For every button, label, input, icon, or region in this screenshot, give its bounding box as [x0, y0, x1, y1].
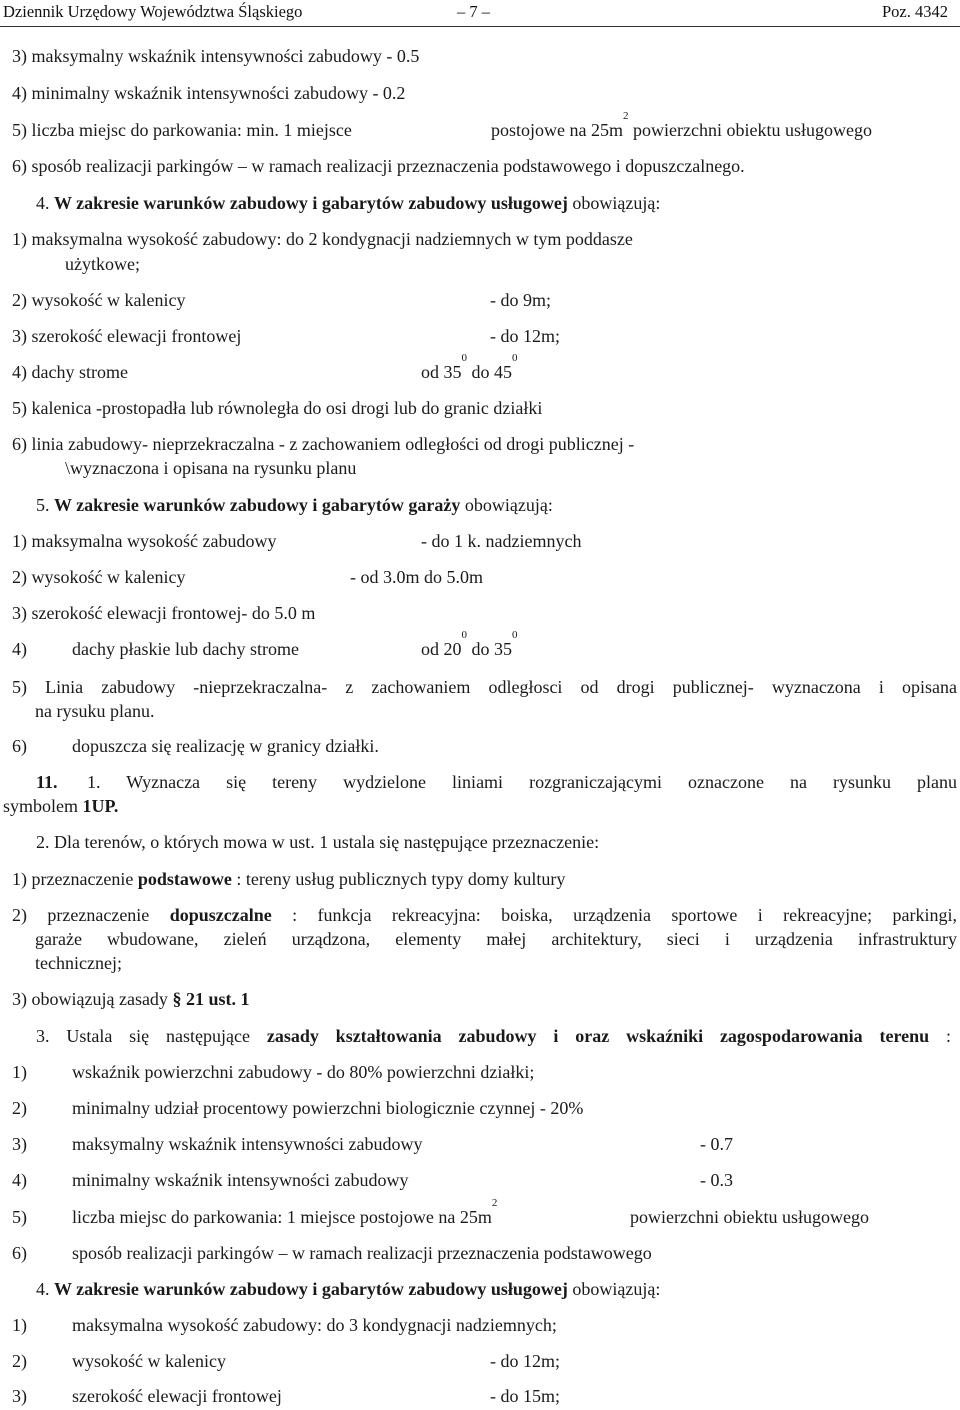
- superscript: 0: [461, 629, 467, 641]
- angle-to: do 45: [467, 362, 512, 382]
- p11-principles-heading: [36, 1026, 951, 1046]
- journal-title: Dziennik Urzędowy Województwa Śląskiego: [3, 2, 303, 21]
- s4b-item-2-num: 2): [12, 1351, 27, 1371]
- section-4-heading: [36, 193, 660, 213]
- section-number: 5.: [36, 495, 50, 515]
- paragraph-11-line-2: [3, 796, 118, 816]
- s5-item-4-value: [421, 629, 518, 659]
- s4b-item-2-label: wysokość w kalenicy: [72, 1351, 226, 1371]
- w-item-6-num: 6): [12, 1243, 27, 1263]
- label: liczba miejsc do parkowania: 1 miejsce postojowe na 25m: [72, 1207, 492, 1227]
- w-item-3-label: maksymalny wskaźnik intensywności zabudowy: [72, 1134, 423, 1154]
- parking-places-detail: [491, 110, 872, 140]
- parking-places-label: 5) liczba miejsc do parkowania: min. 1 miejsce: [12, 120, 352, 140]
- parking-area-tail: powierzchni obiektu usługowego: [628, 120, 872, 140]
- section-heading-tail: obowiązują:: [567, 1279, 661, 1299]
- label: 3. Ustala się następujące: [36, 1026, 267, 1046]
- label-bold: dopuszczalne: [169, 905, 272, 925]
- section-heading-tail: obowiązują:: [567, 193, 661, 213]
- label: 3) obowiązują zasady: [12, 989, 173, 1009]
- s5-item-3: 3) szerokość elewacji frontowej- do 5.0 m: [12, 603, 316, 623]
- w-item-2: minimalny udział procentowy powierzchni biologicznie czynnej - 20%: [72, 1098, 584, 1118]
- s4-item-2-value: - do 9m;: [490, 290, 551, 310]
- label: 2) przeznaczenie: [12, 905, 170, 925]
- superscript: 2: [623, 110, 629, 122]
- label-tail: :: [929, 1026, 951, 1046]
- rule-reference: § 21 ust. 1: [172, 989, 250, 1009]
- s4b-item-3-label: szerokość elewacji frontowej: [72, 1386, 282, 1406]
- w-item-3-num: 3): [12, 1134, 27, 1154]
- area-symbol: 1UP.: [82, 796, 119, 816]
- angle-from: od 35: [421, 362, 462, 382]
- p11-permitted-purpose-cont: garaże wbudowane, zieleń urządzona, elementy małej architektury, sieci i urządzenia infrastruktury: [35, 929, 957, 949]
- page-number: – 7 –: [457, 2, 490, 21]
- superscript: 0: [512, 352, 518, 364]
- s5-item-6-num: 6): [12, 736, 27, 756]
- parking-places-line: [12, 120, 352, 140]
- page-header: [0, 0, 960, 27]
- section-5-heading: [36, 495, 553, 515]
- w-item-4-num: 4): [12, 1170, 27, 1190]
- s5-item-5-cont: na rysuku planu.: [35, 701, 155, 721]
- s5-item-1-value: - do 1 k. nadziemnych: [421, 531, 582, 551]
- w-item-1: wskaźnik powierzchni zabudowy - do 80% powierzchni działki;: [72, 1062, 535, 1082]
- w-item-5-tail: powierzchni obiektu usługowego: [630, 1207, 869, 1227]
- label-tail: : funkcja rekreacyjna: boiska, urządzenia sportowe i rekreacyjne; parkingi,: [271, 905, 957, 925]
- p11-rules-apply: [12, 989, 249, 1009]
- p11-permitted-purpose: [12, 905, 957, 925]
- s4-item-3-value: - do 12m;: [490, 326, 560, 346]
- w-item-2-num: 2): [12, 1098, 27, 1118]
- superscript: 0: [461, 352, 467, 364]
- symbol-label: symbolem: [3, 796, 83, 816]
- section-heading-bold: W zakresie warunków zabudowy i gabarytów zabudowy usługowej: [54, 193, 568, 213]
- angle-to: do 35: [467, 639, 512, 659]
- section-number: 4.: [36, 1279, 50, 1299]
- p11-purpose-intro: 2. Dla terenów, o których mowa w ust. 1 ustala się następujące przeznaczenie:: [36, 832, 600, 852]
- s4b-item-2-value: - do 12m;: [490, 1351, 560, 1371]
- paragraph-11-number: [36, 772, 58, 792]
- w-item-3-value: - 0.7: [700, 1134, 733, 1154]
- section-heading-bold: W zakresie warunków zabudowy i gabarytów garaży: [54, 495, 461, 515]
- s5-item-2-value: - od 3.0m do 5.0m: [350, 567, 483, 587]
- s4-item-5: 5) kalenica -prostopadła lub równoległa do osi drogi lub do granic działki: [12, 398, 543, 418]
- indicator-min-intensity: 4) minimalny wskaźnik intensywności zabudowy - 0.2: [12, 83, 406, 103]
- position-number: Poz. 4342: [882, 2, 948, 21]
- w-item-1-num: 1): [12, 1062, 27, 1082]
- s4b-item-3-value: - do 15m;: [490, 1386, 560, 1406]
- s5-item-6: dopuszcza się realizację w granicy działki.: [72, 736, 379, 756]
- s5-item-5: 5) Linia zabudowy -nieprzekraczalna- z zachowaniem odległosci od drogi publicznej- wyznaczona i opisana: [12, 677, 957, 697]
- s4-item-2-label: 2) wysokość w kalenicy: [12, 290, 186, 310]
- section-4b-heading: [36, 1279, 660, 1299]
- parking-area-text: postojowe na 25m: [491, 120, 623, 140]
- section-heading-tail: obowiązują:: [460, 495, 553, 515]
- s4b-item-1-num: 1): [12, 1315, 27, 1335]
- s4-item-3-label: 3) szerokość elewacji frontowej: [12, 326, 242, 346]
- paragraph-number: 11.: [36, 772, 58, 792]
- s4-item-6-cont: \wyznaczona i opisana na rysunku planu: [65, 458, 357, 478]
- s5-item-4-label: dachy płaskie lub dachy strome: [72, 639, 299, 659]
- section-number: 4.: [36, 193, 50, 213]
- s4-item-6: 6) linia zabudowy- nieprzekraczalna - z zachowaniem odległości od drogi publicznej -: [12, 434, 635, 454]
- s4b-item-1: maksymalna wysokość zabudowy: do 3 kondygnacji nadziemnych;: [72, 1315, 557, 1335]
- w-item-5-label: [72, 1197, 498, 1227]
- s5-item-1-label: 1) maksymalna wysokość zabudowy: [12, 531, 277, 551]
- w-item-4-value: - 0.3: [700, 1170, 733, 1190]
- label-bold: podstawowe: [137, 869, 232, 889]
- section-heading-bold: W zakresie warunków zabudowy i gabarytów zabudowy usługowej: [54, 1279, 568, 1299]
- w-item-5-num: 5): [12, 1207, 27, 1227]
- s4b-item-3-num: 3): [12, 1386, 27, 1406]
- p11-primary-purpose: [12, 869, 565, 889]
- parking-realization: 6) sposób realizacji parkingów – w ramach realizacji przeznaczenia podstawowego i dopuszczalnego.: [12, 156, 745, 176]
- paragraph-11-line-1: 1. Wyznacza się tereny wydzielone liniami rozgraniczającymi oznaczone na rysunku planu: [87, 772, 957, 792]
- s4-item-4-value: [421, 352, 518, 382]
- label-bold: zasady kształtowania zabudowy i oraz wskaźniki zagospodarowania terenu: [266, 1026, 930, 1046]
- s4-item-1-cont: użytkowe;: [65, 254, 140, 274]
- s4-item-4-label: 4) dachy strome: [12, 362, 128, 382]
- w-item-4-label: minimalny wskaźnik intensywności zabudowy: [72, 1170, 409, 1190]
- indicator-max-intensity: 3) maksymalny wskaźnik intensywności zabudowy - 0.5: [12, 46, 420, 66]
- label-tail: : tereny usług publicznych typy domy kultury: [231, 869, 566, 889]
- p11-permitted-purpose-end: technicznej;: [35, 953, 122, 973]
- w-item-6: sposób realizacji parkingów – w ramach realizacji przeznaczenia podstawowego: [72, 1243, 652, 1263]
- s4-item-1: 1) maksymalna wysokość zabudowy: do 2 kondygnacji nadziemnych w tym poddasze: [12, 229, 633, 249]
- s5-item-2-label: 2) wysokość w kalenicy: [12, 567, 186, 587]
- angle-from: od 20: [421, 639, 462, 659]
- superscript: 0: [512, 629, 518, 641]
- label: 1) przeznaczenie: [12, 869, 138, 889]
- superscript: 2: [491, 1197, 498, 1209]
- s5-item-4-num: 4): [12, 639, 27, 659]
